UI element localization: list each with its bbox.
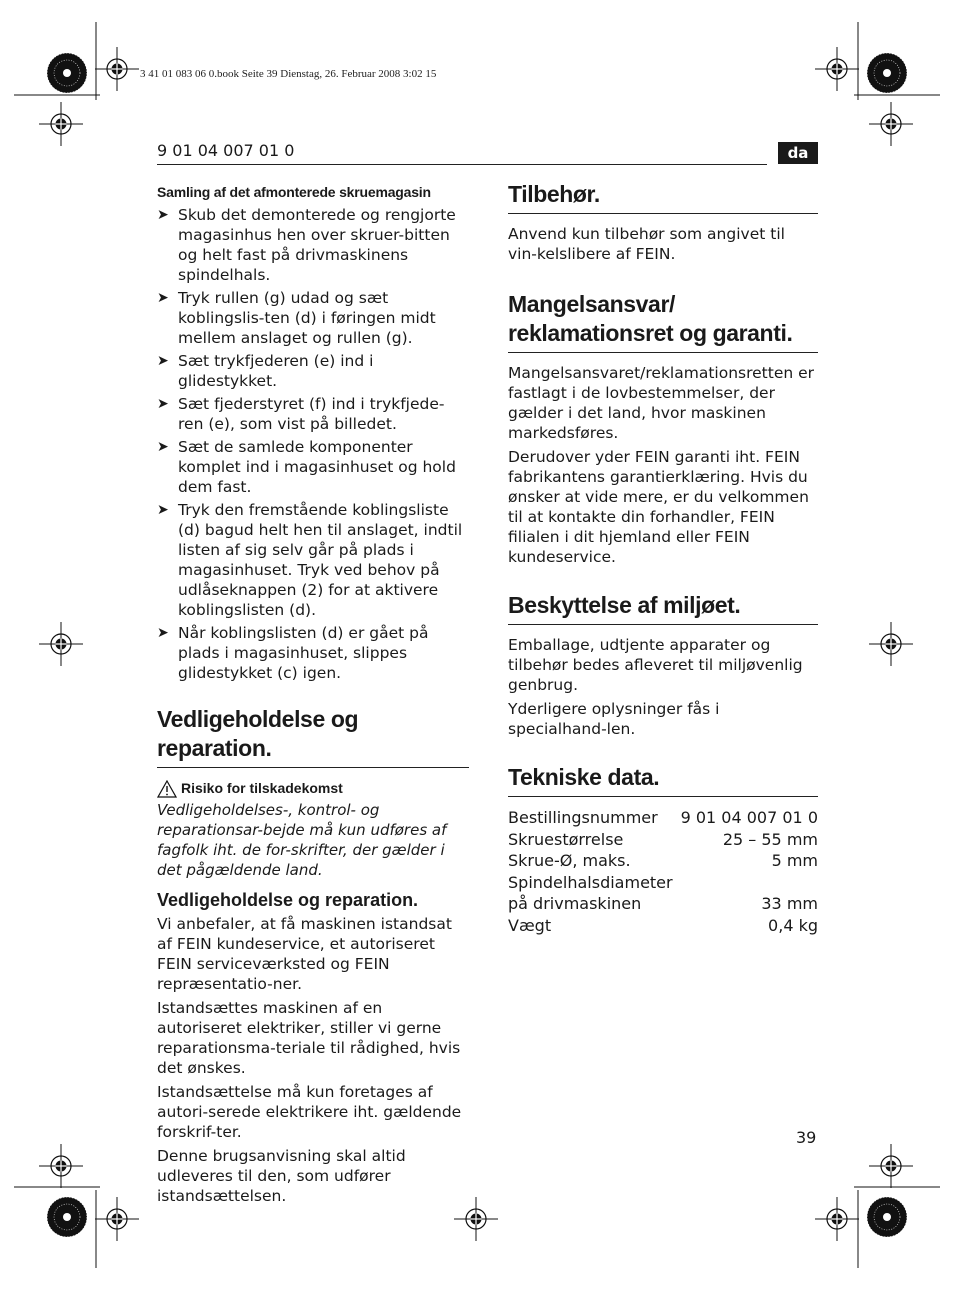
paragraph: Yderligere oplysninger fås i specialhand-len. [508, 700, 720, 738]
table-row: Vægt 0,4 kg [508, 915, 818, 935]
tech-data-heading: Tekniske data. [508, 763, 818, 797]
maintenance-subheading: Vedligeholdelse og reparation. [157, 890, 419, 910]
paragraph: Derudover yder FEIN garanti iht. FEIN fabrikantens garantierklæring. Hvis du ønsker at vide mere, er du velkommen til at kontakte din forhandler, FEIN filialen i dit hjemland eller FEIN kundeservice. [508, 448, 809, 566]
list-item: ➤ Tryk den fremstående koblingsliste (d) bagud helt hen til anslaget, indtil listen af sig selv går på plads i magasinhuset. Tryk ved behov på udlåseknappen (2) for at aktivere koblingslisten (d). [157, 501, 463, 619]
arrow-icon: ➤ [157, 439, 169, 455]
arrow-icon: ➤ [157, 290, 169, 306]
warranty-heading: Mangelsansvar/ reklamationsret og garanti. [508, 290, 818, 353]
language-badge: da [778, 142, 818, 164]
list-item: ➤ Tryk rullen (g) udad og sæt koblingslis-ten (d) i føringen midt mellem anslaget og rullen (g). [157, 289, 436, 347]
accessories-heading: Tilbehør. [508, 180, 818, 214]
left-column [157, 182, 469, 1210]
paragraph: Emballage, udtjente apparater og tilbehør bedes afleveret til miljøvenlig genbrug. [508, 636, 803, 694]
paragraph: Vi anbefaler, at få maskinen istandsat af FEIN kundeservice, et autoriseret FEIN serviceværksted og FEIN repræsentatio-ner. [157, 915, 452, 993]
assembly-steps [157, 205, 469, 683]
arrow-icon: ➤ [157, 353, 169, 369]
warning-title: Risiko for tilskadekomst [157, 778, 469, 798]
warning-triangle-icon [157, 780, 177, 798]
paragraph: Istandsættes maskinen af en autoriseret elektriker, stiller vi gerne reparationsma-teriale til rådighed, hvis det ønskes. [157, 999, 461, 1077]
book-slug: 3 41 01 083 06 0.book Seite 39 Dienstag, 26. Februar 2008 3:02 15 [140, 68, 437, 80]
environment-heading: Beskyttelse af miljøet. [508, 591, 818, 625]
paragraph: Mangelsansvaret/reklamationsretten er fastlagt i de lovbestemmelser, der gælder i det land, hvor maskinen markedsføres. [508, 364, 815, 442]
arrow-icon: ➤ [157, 502, 169, 518]
list-item: ➤ Skub det demonterede og rengjorte magasinhus hen over skruer-bitten og helt fast på drivmaskinens spindelhals. [157, 206, 456, 284]
right-column [508, 180, 818, 936]
paragraph: Denne brugsanvisning skal altid udleveres til den, som udfører istandsættelsen. [157, 1147, 406, 1205]
assembly-subheading: Samling af det afmonterede skruemagasin [157, 184, 431, 200]
arrow-icon: ➤ [157, 207, 169, 223]
tech-data-table [508, 807, 818, 936]
accessories-text: Anvend kun tilbehør som angivet til vin-kelslibere af FEIN. [508, 225, 785, 263]
paragraph: Istandsættelse må kun foretages af autori-serede elektrikere iht. gældende forskrif-ter. [157, 1083, 462, 1141]
table-row: Bestillingsnummer 9 01 04 007 01 0 [508, 808, 818, 827]
warning-text: Vedligeholdelses-, kontrol- og reparationsar-bejde må kun udføres af fagfolk iht. de for-skrifter, der gælder i det pågældende land. [157, 801, 447, 879]
table-row: Skruestørrelse 25 – 55 mm [508, 829, 818, 849]
table-row: Spindelhalsdiameter [508, 872, 673, 892]
page-number: 39 [796, 1128, 817, 1147]
list-item: ➤ Sæt trykfjederen (e) ind i glidestykket. [157, 352, 374, 390]
arrow-icon: ➤ [157, 625, 169, 641]
arrow-icon: ➤ [157, 396, 169, 412]
list-item: ➤ Sæt fjederstyret (f) ind i trykfjede-ren (e), som vist på billedet. [157, 395, 445, 433]
table-row: Skrue-Ø, maks. 5 mm [508, 851, 818, 870]
list-item: ➤ Sæt de samlede komponenter komplet ind i magasinhuset og hold dem fast. [157, 438, 456, 496]
document-number: 9 01 04 007 01 0 [157, 141, 295, 160]
list-item: ➤ Når koblingslisten (d) er gået på plads i magasinhuset, slippes glidestykket (c) igen. [157, 624, 429, 682]
maintenance-heading: Vedligeholdelse og reparation. [157, 705, 469, 768]
table-row: på drivmaskinen 33 mm [508, 894, 818, 913]
header-rule [157, 164, 767, 165]
